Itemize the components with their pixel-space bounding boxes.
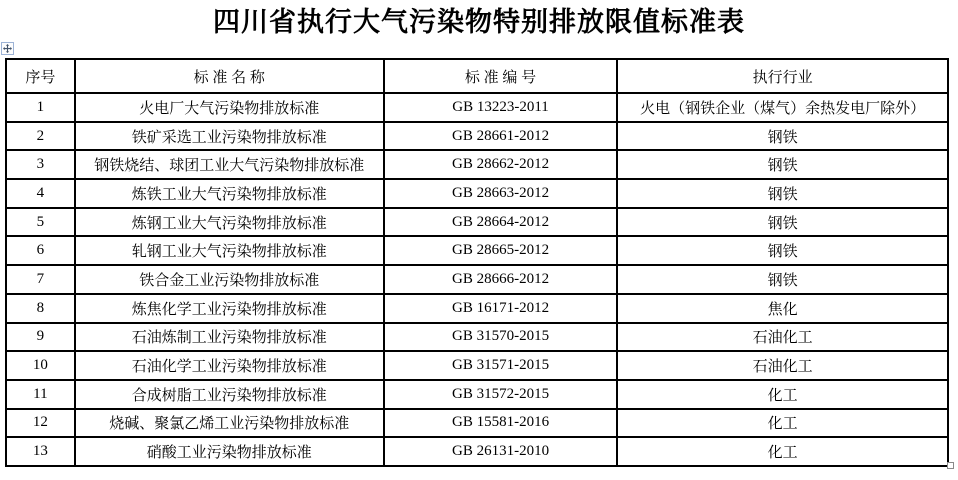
cell-no[interactable]: 8: [6, 294, 75, 323]
cell-industry[interactable]: 钢铁: [617, 236, 948, 265]
table-row: [6, 294, 948, 323]
cell-industry[interactable]: 火电（钢铁企业（煤气）余热发电厂除外）: [617, 93, 948, 122]
table-header-row: [6, 59, 948, 93]
table-row: [6, 208, 948, 237]
cell-code[interactable]: GB 15581-2016: [384, 409, 618, 438]
cell-industry[interactable]: 化工: [617, 437, 948, 466]
cell-name[interactable]: 烧碱、聚氯乙烯工业污染物排放标准: [75, 409, 384, 438]
table-row: [6, 351, 948, 380]
page-title[interactable]: 四川省执行大气污染物特别排放限值标准表: [213, 7, 745, 37]
cell-no[interactable]: 11: [6, 380, 75, 409]
cell-industry[interactable]: 化工: [617, 380, 948, 409]
cell-name[interactable]: 钢铁烧结、球团工业大气污染物排放标准: [75, 150, 384, 179]
table-row: [6, 409, 948, 438]
cell-name[interactable]: 石油化学工业污染物排放标准: [75, 351, 384, 380]
cell-industry[interactable]: 钢铁: [617, 122, 948, 151]
cell-no[interactable]: 4: [6, 179, 75, 208]
table-row: [6, 179, 948, 208]
table-move-handle[interactable]: [1, 42, 14, 55]
cell-industry[interactable]: 钢铁: [617, 208, 948, 237]
cell-name[interactable]: 炼焦化学工业污染物排放标准: [75, 294, 384, 323]
standards-table: [5, 58, 949, 467]
cell-name[interactable]: 火电厂大气污染物排放标准: [75, 93, 384, 122]
table-row: [6, 93, 948, 122]
cell-code[interactable]: GB 31572-2015: [384, 380, 618, 409]
cell-industry[interactable]: 石油化工: [617, 351, 948, 380]
cell-code[interactable]: GB 28664-2012: [384, 208, 618, 237]
cell-code[interactable]: GB 26131-2010: [384, 437, 618, 466]
cell-industry[interactable]: 钢铁: [617, 265, 948, 294]
header-cell-name[interactable]: 标 准 名 称: [75, 59, 384, 93]
cell-no[interactable]: 12: [6, 409, 75, 438]
cell-no[interactable]: 1: [6, 93, 75, 122]
cell-name[interactable]: 炼钢工业大气污染物排放标准: [75, 208, 384, 237]
cell-industry[interactable]: 石油化工: [617, 323, 948, 352]
four-way-arrow-icon: [3, 44, 12, 53]
cell-no[interactable]: 6: [6, 236, 75, 265]
cell-name[interactable]: 铁矿采选工业污染物排放标准: [75, 122, 384, 151]
header-cell-industry[interactable]: 执行行业: [617, 59, 948, 93]
table-row: [6, 236, 948, 265]
header-cell-no[interactable]: 序号: [6, 59, 75, 93]
cell-industry[interactable]: 焦化: [617, 294, 948, 323]
cell-code[interactable]: GB 28661-2012: [384, 122, 618, 151]
cell-name[interactable]: 轧钢工业大气污染物排放标准: [75, 236, 384, 265]
cell-name[interactable]: 硝酸工业污染物排放标准: [75, 437, 384, 466]
cell-code[interactable]: GB 28665-2012: [384, 236, 618, 265]
table-row: [6, 122, 948, 151]
cell-name[interactable]: 炼铁工业大气污染物排放标准: [75, 179, 384, 208]
table-row: [6, 265, 948, 294]
cell-no[interactable]: 10: [6, 351, 75, 380]
cell-no[interactable]: 2: [6, 122, 75, 151]
cell-no[interactable]: 9: [6, 323, 75, 352]
table-row: [6, 150, 948, 179]
cell-code[interactable]: GB 28666-2012: [384, 265, 618, 294]
cell-industry[interactable]: 化工: [617, 409, 948, 438]
cell-code[interactable]: GB 28663-2012: [384, 179, 618, 208]
cell-no[interactable]: 3: [6, 150, 75, 179]
table-row: [6, 380, 948, 409]
table-resize-handle[interactable]: [947, 462, 954, 469]
header-cell-code[interactable]: 标 准 编 号: [384, 59, 618, 93]
table-header: [6, 59, 948, 93]
cell-no[interactable]: 13: [6, 437, 75, 466]
cell-no[interactable]: 5: [6, 208, 75, 237]
cell-no[interactable]: 7: [6, 265, 75, 294]
cell-code[interactable]: GB 31570-2015: [384, 323, 618, 352]
table-body: [6, 93, 948, 466]
cell-name[interactable]: 铁合金工业污染物排放标准: [75, 265, 384, 294]
cell-industry[interactable]: 钢铁: [617, 150, 948, 179]
cell-code[interactable]: GB 16171-2012: [384, 294, 618, 323]
cell-code[interactable]: GB 31571-2015: [384, 351, 618, 380]
cell-industry[interactable]: 钢铁: [617, 179, 948, 208]
table-row: [6, 437, 948, 466]
cell-code[interactable]: GB 28662-2012: [384, 150, 618, 179]
cell-name[interactable]: 石油炼制工业污染物排放标准: [75, 323, 384, 352]
cell-name[interactable]: 合成树脂工业污染物排放标准: [75, 380, 384, 409]
cell-code[interactable]: GB 13223-2011: [384, 93, 618, 122]
table-row: [6, 323, 948, 352]
